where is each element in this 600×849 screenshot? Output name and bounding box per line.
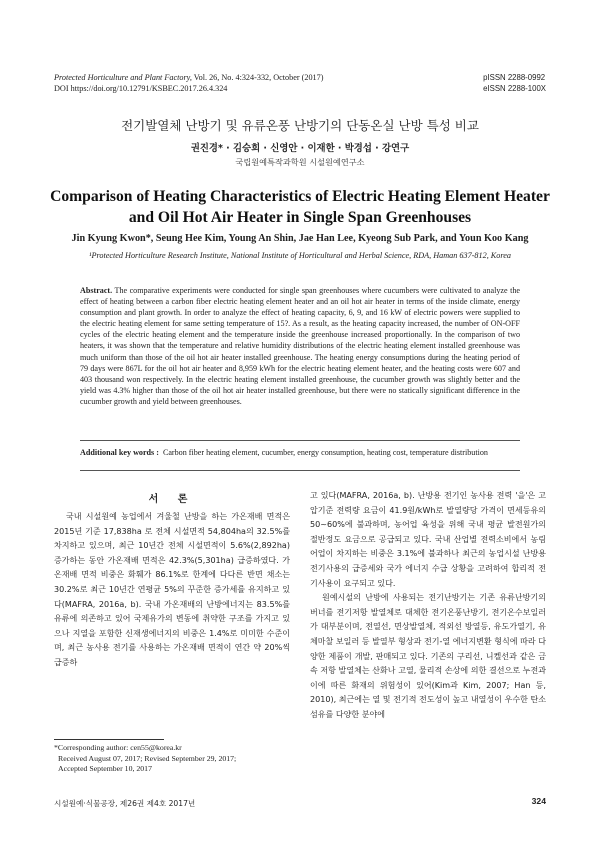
intro-paragraph-2: 원예시설의 난방에 사용되는 전기난방기는 기존 유류난방기의 버너를 전기저항 발열체로 대체한 전기온풍난방기, 전기온수보일러가 대부분이며, 전열선, 면상발열체, 적외선 방열등, 유도가열기, 유체마찰 보일러 등 발열부 형상과 전기-열 에너지변환 형식에 따라 다양한 제품이 개발, 판매되고 있다. 기존의 구리선, 니켈선과 같은 금속 저항 발열체는 산화나 고열, 물리적 손상에 의한 결선으로 누전과 이에 따른 화재의 위험성이 있어(Kim과 Kim, 2007; Han 등, 2010), 최근에는 열 및 전기적 전도성이 높고 내열성이 우수한 탄소섬유를 다양한 분야에 — [310, 593, 546, 719]
authors-english: Jin Kyung Kwon*, Seung Hee Kim, Young An Shin, Jae Han Lee, Kyeong Sub Park, and Youn Koo Kang — [71, 233, 529, 244]
body-column-left — [54, 510, 290, 671]
abstract-label: Abstract. — [80, 286, 113, 295]
keywords — [80, 447, 520, 458]
intro-paragraph-1-cont: 고 있다(MAFRA, 2016a, b). 난방용 전기인 농사용 전력 '을'은 고압기준 전력량 요금이 41.9원/kWh로 발열량당 가격이 면세등유의 50~60%에 불과하며, 농어업 육성을 위해 국내 평균 발전원가의 절반정도 요금으로 공급되고 있다. 국내 산업별 전력소비에서 농림어업이 차지하는 비중은 3.1%에 불과하나 최근의 농업시설 난방용 전기사용의 급증세와 국가 에너지 수급 상황을 고려하여 합리적 전기사용이 요구되고 있다. — [310, 491, 546, 588]
divider-bottom — [80, 470, 520, 471]
institution-korean: 국립원예특작과학원 시설원예연구소 — [235, 157, 365, 167]
title-english-line2: and Oil Hot Air Heater in Single Span Greenhouses — [128, 209, 472, 226]
title-english — [0, 186, 600, 228]
divider-top — [80, 440, 520, 441]
title-english-line1: Comparison of Heating Characteristics of Electric Heating Element Heater — [50, 188, 550, 205]
corresponding-author: *Corresponding author: cen55@korea.kr — [54, 743, 182, 752]
journal-name: Protected Horticulture and Plant Factory, — [54, 73, 192, 82]
keywords-text: Carbon fiber heating element, cucumber, energy consumption, heating cost, temperature distribution — [162, 448, 488, 457]
keywords-label: Additional key words : — [80, 448, 159, 457]
body-column-right — [310, 489, 546, 723]
abstract-text: The comparative experiments were conducted for single span greenhouses where cucumbers were cultivated to analyze the effect of heating between a carbon fiber electric heating element heater and an oil hot air heater in terms of the inside climate, energy consumption and plant growth. In order to analyze the effect of heating capacity, 6, 9, and 16 kW of electric powers were supplied to the electric heating element for same setting temperature of 15?. As a result, as the heating capacity increased, the number of ON-OFF cycles of the electric heating element and the temperature inside the greenhouse increased proportionally. In the comparison of two heaters, it was shown that the temperature and relative humidity distributions of the electric heating element installed greenhouse was much uniform than those of the oil hot air heater installed greenhouse. The heating energy consumptions during the heating period of 79 days were 867L for the oil hot air heater and 8,959 kWh for the electric heating element heater, and the heating costs were 607 and 403 thousand won respectively. In the electric heating element installed greenhouse, the cucumber growth was slightly better and the yield was 4.3% higher than those of the oil hot air heater installed greenhouse, but there were no statically significant difference in the cucumber growth and yield between greenhouses. — [80, 286, 520, 406]
eissn: eISSN 2288-100X — [483, 84, 546, 93]
footnote-rule — [54, 739, 164, 740]
page-number: 324 — [531, 796, 546, 806]
intro-paragraph-1: 국내 시설원예 농업에서 겨울철 난방을 하는 가온재배 면적은 2015년 기준 17,838ha 로 전체 시설면적 54,804ha의 32.5%를 차지하고 있으며, 최근 10년간 전체 시설면적이 5.6%(2,892ha) 증가하는 동안 가온재배 면적은 42.3%(5,301ha) 급증하였다. 가온재배 면적 비중은 화훼가 86.1%로 한계에 다다른 반면 채소는 30.2%로 최근 10년간 연평균 5%의 꾸준한 증가세를 유지하고 있다(MAFRA, 2016a, b). 국내 가온재배의 난방에너지는 83.5%를 유류에 의존하고 있어 국제유가의 변동에 취약한 구조를 가지고 있으나 지열을 포함한 신재생에너지의 비중은 1.4%로 미미한 수준이며, 최근 농사용 전기를 사용하는 가온재배 면적이 연간 약 20%씩 급증하 — [54, 512, 290, 667]
issn-block — [483, 72, 546, 94]
volume-info: Vol. 26, No. 4:324-332, October (2017) — [191, 73, 324, 82]
footer-journal: 시설원예·식물공장, 제26권 제4호 2017년 — [54, 799, 196, 808]
received-date: Received August 07, 2017; Revised September 29, 2017; — [58, 753, 237, 763]
footnote — [54, 743, 294, 775]
journal-header — [54, 72, 323, 94]
affiliation-english: ¹Protected Horticulture Research Institute, National Institute of Horticultural and Herbal Science, RDA, Haman 637-812, Korea — [89, 251, 511, 260]
authors-korean: 권진경* · 김승희 · 신영안 · 이재한 · 박경섭 · 강연구 — [190, 143, 410, 154]
abstract — [80, 285, 520, 407]
doi-link[interactable]: DOI https://doi.org/10.12791/KSBEC.2017.26.4.324 — [54, 84, 228, 93]
pissn: pISSN 2288-0992 — [483, 73, 546, 82]
title-korean: 전기발열체 난방기 및 유류온풍 난방기의 단동온실 난방 특성 비교 — [121, 118, 479, 133]
accepted-date: Accepted September 10, 2017 — [58, 764, 152, 774]
section-heading-introduction: 서 론 — [148, 494, 196, 505]
